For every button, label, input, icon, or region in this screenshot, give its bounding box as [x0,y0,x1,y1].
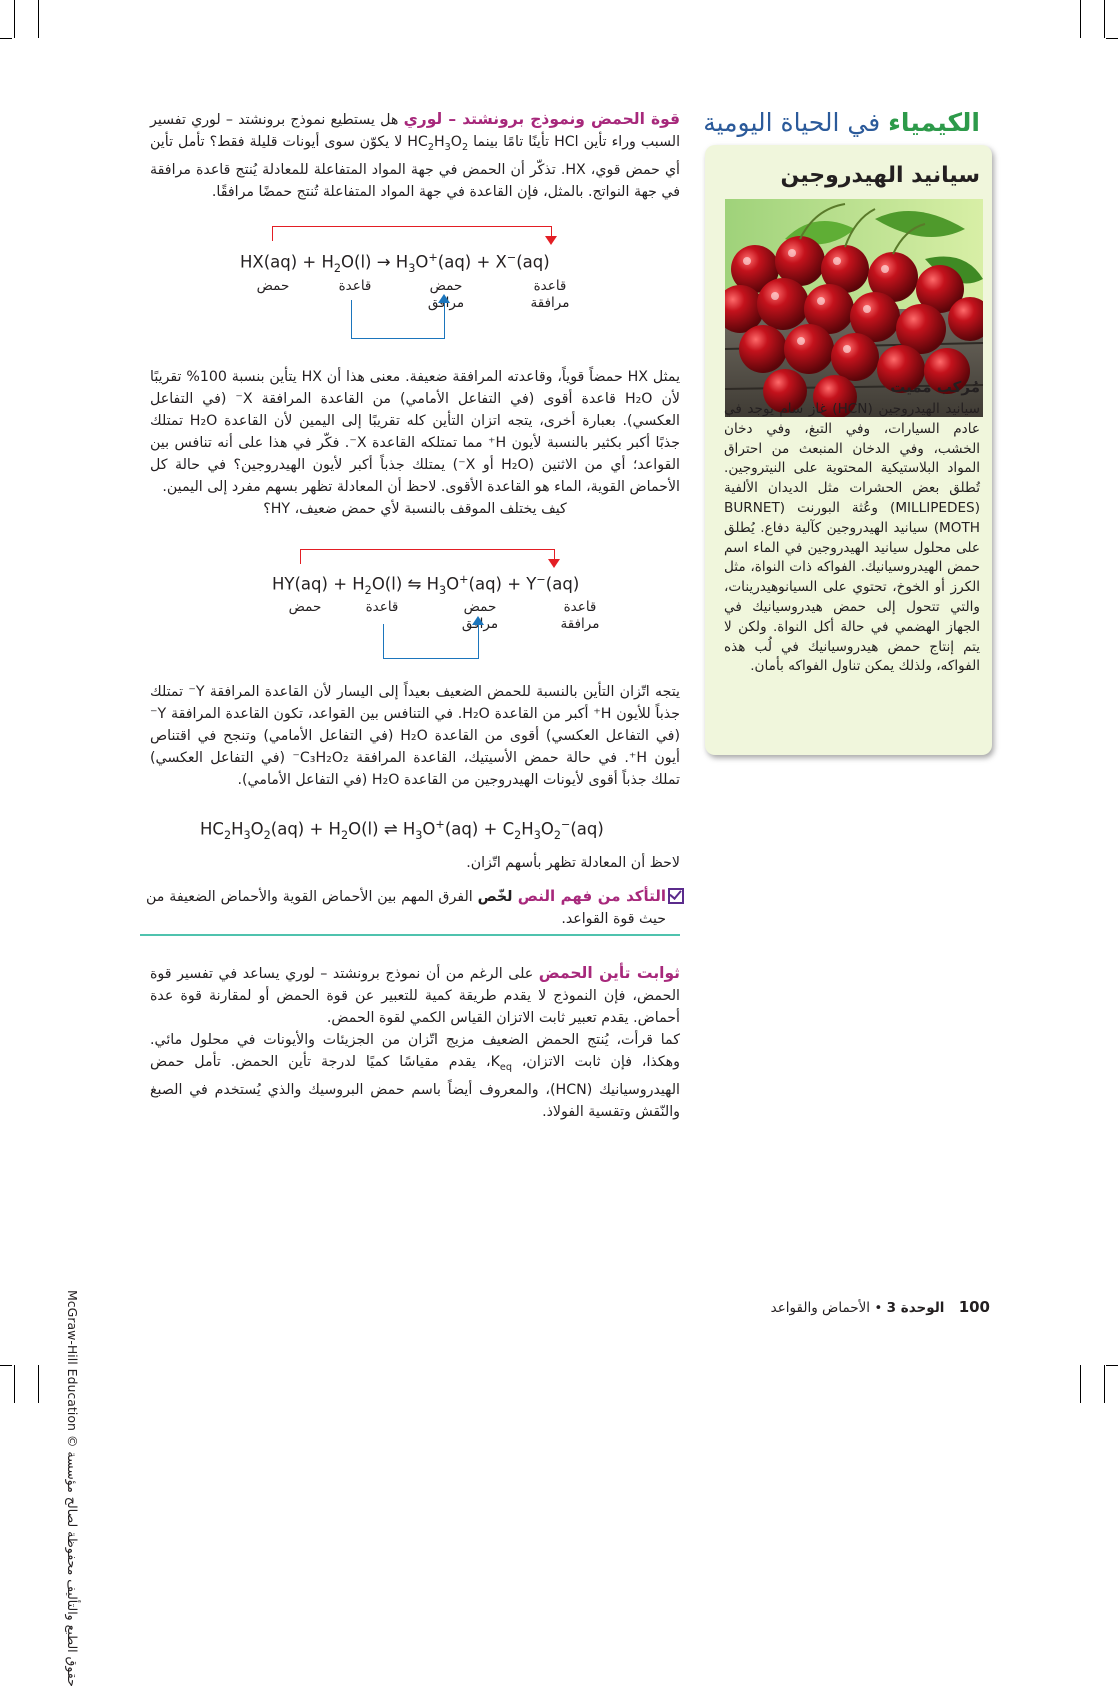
sidebar-title [703,108,980,137]
eq2-red-arrow-line [300,549,555,564]
sidebar-heading: سيانيد الهيدروجين [780,163,980,188]
crop-mark [1106,38,1118,39]
eq1-red-arrow-line [272,226,552,241]
eq1-blue-arrow-line [351,300,445,339]
vertical-copyright: McGraw-Hill Education © حقوق الطبع والتأليف محفوظة لصالح مؤسسة [65,1290,80,1687]
sidebar-subheading: مُركب مميت [890,378,980,396]
equilibrium-note: لاحظ أن المعادلة تظهر بأسهم اتّزان. [466,855,680,871]
footer-bullet: • [870,1300,883,1316]
footer-title: الأحماض والقواعد [770,1300,871,1316]
eq1-label-conj-base: قاعدة مرافقة [530,278,570,311]
crop-mark [38,0,39,38]
crop-mark [0,38,12,39]
reading-check-box [140,882,680,936]
section2-p2-a: كما قرأت، يُنتج الحمض الضعيف مزيج اتّزان من الجزيئات والأيونات في محلول مائي. وهكذا، فإن ثابت الاتزان، K [150,1032,681,1070]
sidebar-title-everyday: في الحياة اليومية [703,108,889,137]
eq1-label-conj-acid: حمض مرافق [427,278,465,311]
reading-check-text [146,885,666,930]
crop-mark [0,1365,12,1366]
footer-unit: الوحدة 3 [886,1300,945,1316]
crop-mark [1080,1365,1081,1403]
eq2-blue-arrow-line [383,624,479,659]
sidebar-box [705,145,992,755]
eq2-red-arrowhead-icon [548,559,560,568]
eq1-strong-acid: $HX(aq) + H_2O(l) \to H_3O^+(aq) + X^-(aq)$ [240,251,550,275]
section1-intro-b: لا يكوّن سوى أيونات قليلة فقط؟ تأمل تأين أي حمض قوي، HX. تذكّر أن الحمض في جهة المواد المتفاعلة للمعادلة يُنتج قاعدة مرافقة في جهة النواتج. بالمثل، فإن القاعدة في جهة المواد المتفاعلة تُنتج حمضًا مرافقًا. [150,134,681,200]
eq3-acetic-acid: $HC_2H_3O_2(aq) + H_2O(l)$ ⇌ $H_3O^+(aq) + C_2H_3O_2^-(aq)$ [200,818,604,842]
crop-mark [14,0,15,38]
weak-acid-paragraph: يتجه اتّزان التأين بالنسبة للحمض الضعيف بعيداً إلى اليسار لأن القاعدة المرافقة Y⁻ تمتلك جذباً للأيون H⁺ أكبر من القاعدة H₂O. في التنافس بين القواعد، تكون القاعدة المرافقة Y⁻ (في التفاعل العكسي) أقوى من القاعدة H₂O (في التفاعل الأمامي) وتنجح في اقتناص أيون H⁺. في حالة حمض الأسيتيك، القاعدة المرافقة C₃H₂O₂⁻ (في التفاعل العكسي) تملك جذباً أقوى لأيونات الهيدروجين من القاعدة H₂O (في التفاعل الأمامي). [150,684,680,788]
eq2-label-conj-acid: حمض مرافق [461,599,499,632]
section1-heading: قوة الحمض ونموذج برونشتد – لوري [403,110,680,128]
section2-paragraph [150,962,680,1123]
main-column [150,108,680,203]
reading-check-body: الفرق المهم بين الأحماض القوية والأحماض الضعيفة من حيث قوة القواعد. [146,889,666,927]
crop-mark [1106,1365,1118,1366]
eq2-blue-arrowhead-icon [472,616,484,625]
section1-paragraph: قوة الحمض ونموذج برونشتد – لوري هل يستطيع نموذج برونشتد – لوري تفسير السبب وراء تأين HCl تأينًا تامًا بينما $HC_2H_3O_2$ لا يكوّن سوى أيونات قليلة فقط؟ تأمل تأين أي حمض قوي، HX. تذكّر أن الحمض في جهة المواد المتفاعلة للمعادلة يُنتج قاعدة مرافقة في جهة النواتج. بالمثل، فإن القاعدة في جهة المواد المتفاعلة تُنتج حمضًا مرافقًا. [150,110,681,200]
section2-p2: كما قرأت، يُنتج الحمض الضعيف مزيج اتّزان من الجزيئات والأيونات في محلول مائي. وهكذا، فإن ثابت الاتزان، $K_{eq}،$ يقدم مقياسًا كميًا لدرجة تأين الحمض. تأمل حمض الهيدروسيانيك (HCN)، والمعروف أيضاً باسم حمض البروسيك والذي يُستخدم في الصبغ والنّقش وتقسية الفولاذ. [150,1032,681,1120]
reading-check-heading: التأكد من فهم النص [517,887,666,905]
sidebar-body-text: سيانيد الهيدروجين (HCN) غاز سام يوجد في عادم السيارات، وفي التبغ، وفي دخان الخشب، وفي الدخان المنبعث من احتراق المواد البلاستيكية المحتوية على النيتروجين. تُطلق بعض الحشرات مثل الديدان الألفية (MILLIPEDES) وعُثة البورنت (BURNET MOTH) سيانيد الهيدروجين كآلية دفاع. يُطلق على محلول سيانيد الهيدروجين في الماء اسم حمض الهيدروسيانيك. الفواكه ذات النواة، مثل الكرز أو الخوخ، تحتوي على السيانوهيدرينات، والتي تتحول إلى حمض هيدروسيانيك في الجهاز الهضمي في حالة أكل النواة. ولكن لا يتم إنتاج حمض هيدروسيانيك في لُب هذه الفواكه، ولذلك يمكن تناول الفواكه بأمان. [724,401,980,675]
crop-mark [38,1365,39,1403]
sidebar-title-chemistry: الكيمياء [888,108,980,137]
reading-check-verb: لخّص [477,889,518,905]
section1-intro-a: هل يستطيع نموذج برونشتد – لوري تفسير السبب وراء تأين HCl تأينًا تامًا بينما HC [150,112,681,150]
eq2-label-conj-base: قاعدة مرافقة [560,599,600,632]
crop-mark [1104,0,1105,38]
crop-mark [1080,0,1081,38]
eq1-red-arrowhead-icon [545,236,557,245]
eq1-blue-arrowhead-icon [438,294,450,303]
crop-mark [14,1365,15,1403]
weak-acid-question: كيف يختلف الموقف بالنسبة لأي حمض ضعيف، HY؟ [263,501,567,517]
strong-acid-text: يمثل HX حمضاً قوياً، وقاعدته المرافقة ضعيفة. معنى هذا أن HX يتأين بنسبة 100% تقريبًا لأن H₂O قاعدة أقوى (في التفاعل الأمامي) من القاعدة المرافقة X⁻ (في التفاعل العكسي). بعبارة أخرى، يتجه اتزان التأين كله تقريبًا إلى اليمين لأن القاعدة H₂O تمتلك جذبًا أكبر بكثير بالنسبة لأيون H⁺ مما تمتلكه القاعدة X⁻. فكّر في هذا على أنه تنافس بين القواعد؛ أي من الاثنين (H₂O أو X⁻) يمتلك جذباً أكبر لأيون الهيدروجين؟ في حالة كل الأحماض القوية، الماء هو القاعدة الأقوى. لاحظ أن المعادلة تظهر بسهم مفرد إلى اليمين. [150,369,681,495]
section2-p1: على الرغم من أن نموذج برونشتد – لوري يساعد في تفسير قوة الحمض، فإن النموذج لا يقدم طريقة كمية للتعبير عن قوة الحمض أو لمقارنة قوة عدة أحماض. يقدم تعبير ثابت الاتزان القياس الكمي لقوة الحمض. [150,966,680,1026]
eq1-label-base: قاعدة [338,278,372,294]
page-number: 100 [958,1298,990,1316]
strong-acid-paragraph [150,366,680,520]
checkbox-icon [668,888,684,904]
eq2-weak-acid: $HY(aq) + H_2O(l)$ ⇋ $H_3O^+(aq) + Y^-(aq)$ [272,573,580,597]
eq2-label-base: قاعدة [365,599,399,615]
page-footer [771,1298,990,1316]
eq2-label-acid: حمض [288,599,322,615]
crop-mark [1104,1365,1105,1403]
section2-heading: ثوابت تأين الحمض [538,964,680,982]
eq1-label-acid: حمض [256,278,290,294]
section2-p2-b: ، يقدم مقياسًا كميًا لدرجة تأين الحمض. تأمل حمض الهيدروسيانيك (HCN)، والمعروف أيضاً باسم حمض البروسيك والذي يُستخدم في الصبغ والنّقش وتقسية الفولاذ. [150,1054,680,1120]
